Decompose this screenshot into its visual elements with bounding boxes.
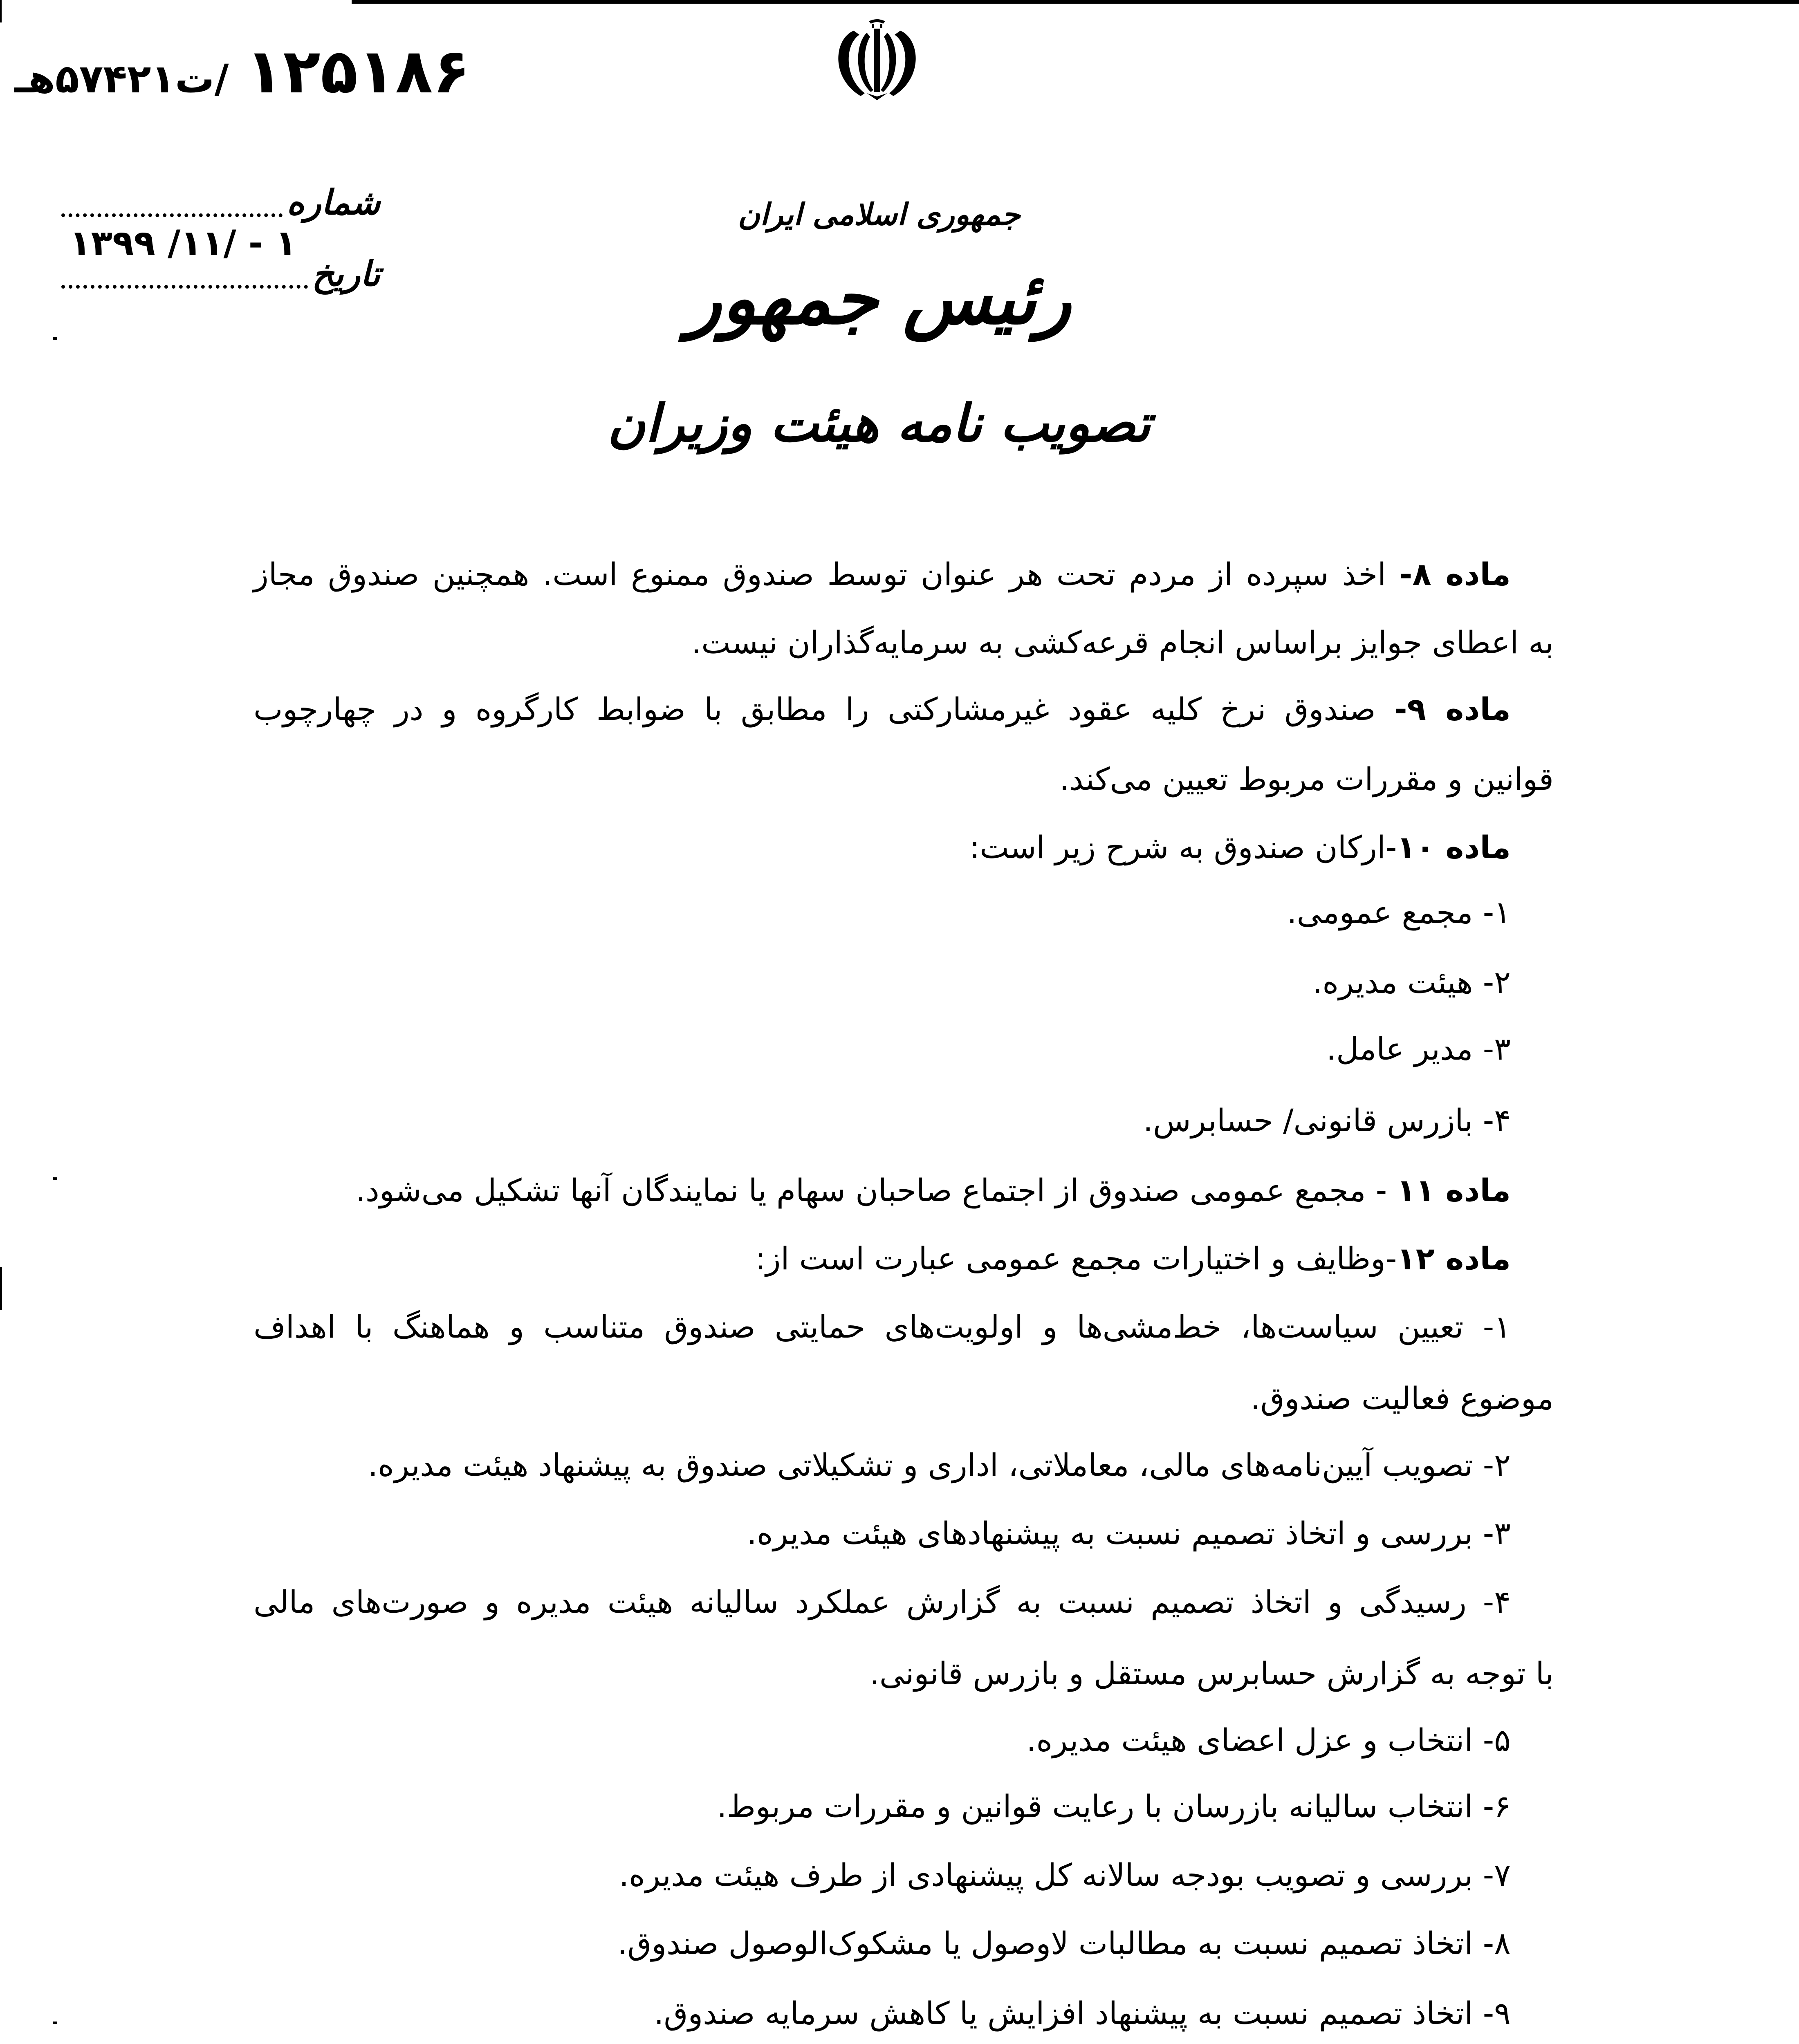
list-item bbox=[654, 1989, 1511, 2038]
document-type-title: تصویب نامه هیئت وزیران bbox=[607, 393, 1151, 453]
article-label: ماده ۱۲ bbox=[1397, 1240, 1511, 1277]
list-item-continuation bbox=[1251, 1374, 1554, 1423]
body-text: -ارکان صندوق به شرح زیر است: bbox=[969, 829, 1397, 865]
body-text: با توجه به گزارش حسابرس مستقل و بازرس قانونی. bbox=[869, 1655, 1554, 1692]
number-label: شماره bbox=[286, 182, 380, 222]
list-item bbox=[619, 1851, 1511, 1900]
body-text: صندوق نرخ کلیه عقود غیرمشارکتی را مطابق با ضوابط کارگروه و در چهارچوب bbox=[253, 691, 1394, 727]
body-text: موضوع فعالیت صندوق. bbox=[1250, 1380, 1554, 1416]
body-text: ۴- بازرس قانونی/ حسابرس. bbox=[1143, 1102, 1511, 1139]
list-item-continuation bbox=[870, 1649, 1554, 1698]
article-9-line-2 bbox=[1059, 755, 1554, 804]
margin-dot bbox=[53, 337, 57, 340]
body-text: ۷- بررسی و تصویب بودجه سالانه کل پیشنهادی از طرف هیئت مدیره. bbox=[619, 1857, 1511, 1893]
body-text: - مجمع عمومی صندوق از اجتماع صاحبان سهام یا نمایندگان آنها تشکیل می‌شود. bbox=[355, 1172, 1397, 1208]
article-label: ماده ۱۰ bbox=[1397, 829, 1511, 865]
body-text: ۴- رسیدگی و اتخاذ تصمیم نسبت به گزارش عملکرد سالیانه هیئت مدیره و صورت‌های مالی bbox=[253, 1584, 1511, 1620]
margin-dot bbox=[53, 1177, 57, 1180]
article-11 bbox=[356, 1166, 1511, 1215]
body-text: ۹- اتخاذ تصمیم نسبت به پیشنهاد افزایش یا کاهش سرمایه صندوق. bbox=[654, 1995, 1511, 2031]
body-text: اخذ سپرده از مردم تحت هر عنوان توسط صندوق ممنوع است. همچنین صندوق مجاز bbox=[253, 556, 1400, 592]
number-dotted-line bbox=[61, 213, 283, 217]
article-12-heading bbox=[755, 1234, 1511, 1283]
reference-number-suffix: /ت۵۷۴۲۱هـ bbox=[14, 56, 229, 102]
body-text: ۶- انتخاب سالیانه بازرسان با رعایت قوانین و مقررات مربوط. bbox=[717, 1788, 1511, 1824]
list-item bbox=[253, 1578, 1511, 1627]
date-label: تاریخ bbox=[312, 253, 380, 294]
body-text: ۳- بررسی و اتخاذ تصمیم نسبت به پیشنهادهای هیئت مدیره. bbox=[747, 1515, 1511, 1551]
list-item bbox=[253, 1302, 1511, 1351]
article-8-line-1 bbox=[253, 550, 1511, 599]
article-10-heading bbox=[969, 823, 1511, 872]
left-edge-mark bbox=[0, 1267, 2, 1310]
article-8-line-2 bbox=[691, 618, 1554, 667]
body-text: ۲- هیئت مدیره. bbox=[1312, 964, 1511, 1000]
list-item bbox=[1287, 888, 1511, 937]
body-text: ۸- اتخاذ تصمیم نسبت به مطالبات لاوصول یا مشکوک‌الوصول صندوق. bbox=[617, 1925, 1511, 1961]
article-label: ماده ۹- bbox=[1394, 691, 1511, 727]
body-text: ۱- مجمع عمومی. bbox=[1287, 894, 1511, 930]
document-body bbox=[253, 0, 1554, 2044]
list-item bbox=[717, 1782, 1511, 1831]
article-label: ماده ۸- bbox=[1399, 556, 1511, 592]
body-text: ۲- تصویب آیین‌نامه‌های مالی، معاملاتی، اداری و تشکیلاتی صندوق به پیشنهاد هیئت مدیره. bbox=[368, 1447, 1511, 1483]
body-text: ۳- مدیر عامل. bbox=[1326, 1031, 1511, 1067]
article-9-line-1 bbox=[253, 685, 1511, 734]
country-title: جمهوری اسلامی ایران bbox=[738, 197, 1021, 232]
article-label: ماده ۱۱ bbox=[1397, 1172, 1511, 1208]
list-item bbox=[747, 1509, 1511, 1558]
date-value: ۱ - /۱۱/ ۱۳۹۹ bbox=[70, 223, 297, 264]
list-item bbox=[368, 1441, 1511, 1490]
list-item bbox=[617, 1919, 1511, 1968]
body-text: -وظایف و اختیارات مجمع عمومی عبارت است از: bbox=[755, 1240, 1397, 1277]
list-item bbox=[1026, 1716, 1511, 1765]
list-item bbox=[1312, 958, 1511, 1007]
office-title: رئیس جمهور bbox=[686, 256, 1072, 341]
list-item bbox=[1143, 1096, 1511, 1145]
list-item bbox=[1326, 1024, 1511, 1074]
body-text: ۱- تعیین سیاست‌ها، خط‌مشی‌ها و اولویت‌های حمایتی صندوق متناسب و هماهنگ با اهداف bbox=[253, 1309, 1511, 1345]
reference-number-main: ۱۲۵۱۸۶ bbox=[245, 36, 470, 107]
margin-dot bbox=[53, 2022, 57, 2024]
body-text: قوانین و مقررات مربوط تعیین می‌کند. bbox=[1059, 761, 1554, 797]
body-text: به اعطای جوایز براساس انجام قرعه‌کشی به سرمایه‌گذاران نیست. bbox=[691, 624, 1554, 661]
left-edge-mark bbox=[0, 0, 2, 22]
body-text: ۵- انتخاب و عزل اعضای هیئت مدیره. bbox=[1026, 1722, 1511, 1758]
